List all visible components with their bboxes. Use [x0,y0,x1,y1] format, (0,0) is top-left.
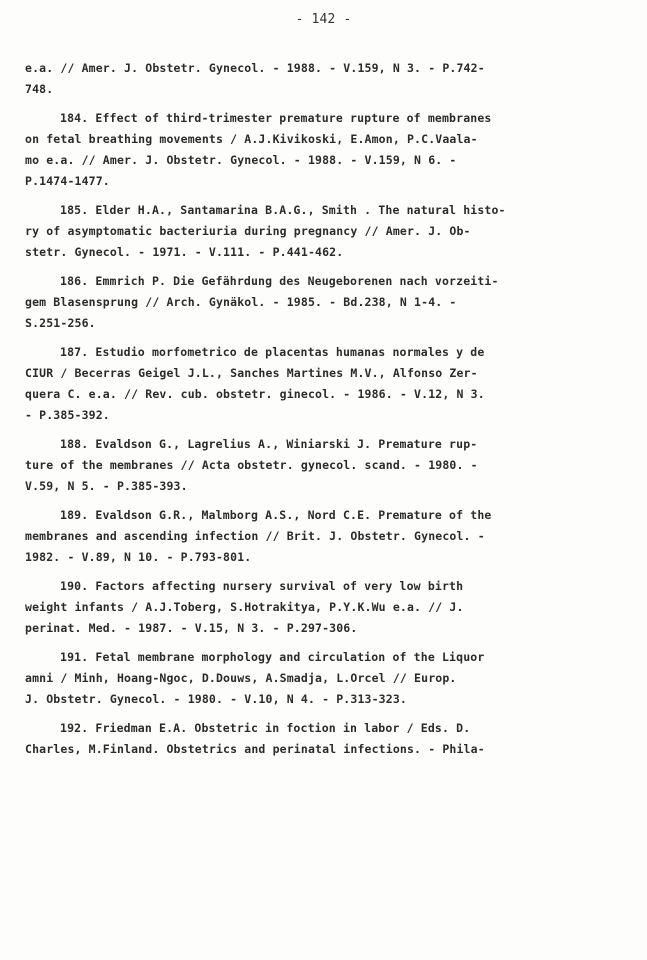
reference-entry [25,271,625,334]
reference-line: 186. Emmrich P. Die Gefährdung des Neugeborenen nach vorzeiti- [60,274,499,288]
reference-line: 184. Effect of third-trimester premature rupture of membranes [60,111,492,125]
reference-line: membranes and ascending infection // Brit. J. Obstetr. Gynecol. - [25,529,485,543]
reference-line: gem Blasensprung // Arch. Gynäkol. - 1985. - Bd.238, N 1-4. - [25,295,457,309]
reference-line: J. Obstetr. Gynecol. - 1980. - V.10, N 4. - P.313-323. [25,692,407,706]
reference-line: S.251-256. [25,316,96,330]
reference-entry [25,505,625,568]
reference-line: 188. Evaldson G., Lagrelius A., Winiarski J. Premature rup- [60,437,478,451]
reference-line: 187. Estudio morfometrico de placentas humanas normales y de [60,345,485,359]
reference-line: - P.385-392. [25,408,110,422]
reference-line: 189. Evaldson G.R., Malmborg A.S., Nord C.E. Premature of the [60,508,492,522]
reference-list [25,58,625,768]
reference-line: 1982. - V.89, N 10. - P.793-801. [25,550,252,564]
reference-line: 185. Elder H.A., Santamarina B.A.G., Smith . The natural histo- [60,203,506,217]
reference-line: 190. Factors affecting nursery survival of very low birth [60,579,464,593]
reference-entry [25,718,625,760]
reference-line: amni / Minh, Hoang-Ngoc, D.Douws, A.Smadja, L.Orcel // Europ. [25,671,457,685]
reference-line: V.59, N 5. - P.385-393. [25,479,188,493]
reference-entry [25,434,625,497]
reference-line: on fetal breathing movements / A.J.Kivikoski, E.Amon, P.C.Vaala- [25,132,478,146]
reference-entry [25,58,625,100]
reference-line: stetr. Gynecol. - 1971. - V.111. - P.441-462. [25,245,344,259]
reference-line: perinat. Med. - 1987. - V.15, N 3. - P.297-306. [25,621,358,635]
reference-line: weight infants / A.J.Toberg, S.Hotrakitya, P.Y.K.Wu e.a. // J. [25,600,464,614]
reference-line: Charles, M.Finland. Obstetrics and perinatal infections. - Phila- [25,742,485,756]
reference-line: 191. Fetal membrane morphology and circulation of the Liquor [60,650,485,664]
reference-line: quera C. e.a. // Rev. cub. obstetr. ginecol. - 1986. - V.12, N 3. [25,387,485,401]
reference-entry [25,108,625,192]
reference-line: mo e.a. // Amer. J. Obstetr. Gynecol. - 1988. - V.159, N 6. - [25,153,457,167]
reference-line: ry of asymptomatic bacteriuria during pregnancy // Amer. J. Ob- [25,224,471,238]
reference-entry [25,200,625,263]
page-number: - 142 - [295,12,352,27]
reference-line: P.1474-1477. [25,174,110,188]
reference-line: 192. Friedman E.A. Obstetric in foction in labor / Eds. D. [60,721,471,735]
reference-entry [25,576,625,639]
reference-entry [25,342,625,426]
reference-line: e.a. // Amer. J. Obstetr. Gynecol. - 1988. - V.159, N 3. - P.742- [25,61,485,75]
reference-entry [25,647,625,710]
reference-line: 748. [25,82,54,96]
reference-line: ture of the membranes // Acta obstetr. gynecol. scand. - 1980. - [25,458,478,472]
reference-line: CIUR / Becerras Geigel J.L., Sanches Martines M.V., Alfonso Zer- [25,366,478,380]
